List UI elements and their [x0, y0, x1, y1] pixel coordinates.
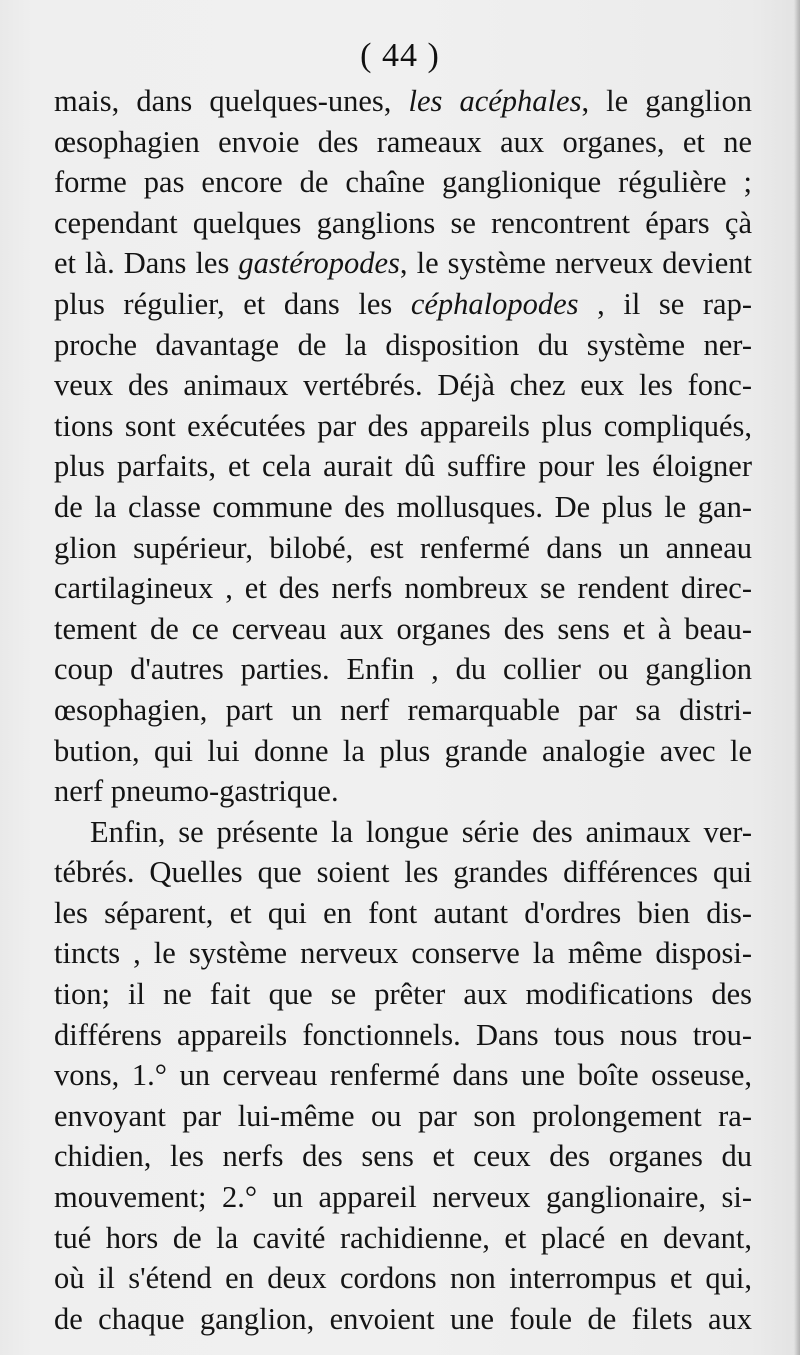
text-line: nerf pneumo-gastrique.	[54, 774, 339, 809]
text-line: veux des animaux vertébrés. Déjà chez eux les fonc-	[54, 368, 752, 403]
text-line: envoyant par lui-même ou par son prolongement ra-	[54, 1098, 752, 1133]
text-line: différens appareils fonctionnels. Dans tous nous trou-	[54, 1017, 752, 1052]
text-line: où il s'étend en deux cordons non interrompus et qui,	[54, 1261, 752, 1296]
text-line: plus parfaits, et cela aurait dû suffire pour les éloigner	[54, 449, 752, 484]
text-line: plus régulier, et dans les céphalopodes , il se rap-	[54, 286, 752, 321]
text-line: proche davantage de la disposition du système ner-	[54, 327, 752, 362]
text-line: forme pas encore de chaîne ganglionique régulière ;	[54, 165, 752, 200]
text-line: les séparent, et qui en font autant d'ordres bien dis-	[54, 895, 752, 930]
text-line: tincts , le système nerveux conserve la même disposi-	[54, 936, 752, 971]
text-line: de chaque ganglion, envoient une foule de filets aux	[54, 1301, 752, 1336]
text-line: chidien, les nerfs des sens et ceux des organes du	[54, 1139, 752, 1174]
text-line: œsophagien, part un nerf remarquable par sa distri-	[54, 692, 752, 727]
text-line: cependant quelques ganglions se rencontrent épars çà	[54, 205, 752, 240]
page-number: ( 44 )	[360, 37, 440, 74]
text-line: bution, qui lui donne la plus grande analogie avec le	[54, 733, 752, 768]
text-line: et là. Dans les gastéropodes, le système nerveux devient	[54, 246, 752, 281]
text-line: tué hors de la cavité rachidienne, et placé en devant,	[54, 1220, 752, 1255]
page-edge-shadow	[794, 0, 800, 1355]
text-line: coup d'autres parties. Enfin , du collier ou ganglion	[54, 652, 752, 687]
text-line: tement de ce cerveau aux organes des sens et à beau-	[54, 611, 752, 646]
text-line: vons, 1.° un cerveau renfermé dans une boîte osseuse,	[54, 1058, 752, 1093]
text-line: tion; il ne fait que se prêter aux modifications des	[54, 977, 752, 1012]
text-line: de la classe commune des mollusques. De plus le gan-	[54, 489, 752, 524]
text-line: Enfin, se présente la longue série des animaux ver-	[90, 814, 752, 849]
text-line: mais, dans quelques-unes, les acéphales, le ganglion	[54, 84, 752, 118]
body-text	[54, 81, 752, 1339]
text-line: tébrés. Quelles que soient les grandes différences qui	[54, 855, 752, 890]
text-line: cartilagineux , et des nerfs nombreux se rendent direc-	[54, 571, 752, 606]
text-line: mouvement; 2.° un appareil nerveux ganglionaire, si-	[54, 1180, 752, 1215]
text-line: glion supérieur, bilobé, est renfermé dans un anneau	[54, 530, 752, 565]
text-line: œsophagien envoie des rameaux aux organes, et ne	[54, 124, 752, 159]
text-line: tions sont exécutées par des appareils plus compliqués,	[54, 408, 752, 443]
